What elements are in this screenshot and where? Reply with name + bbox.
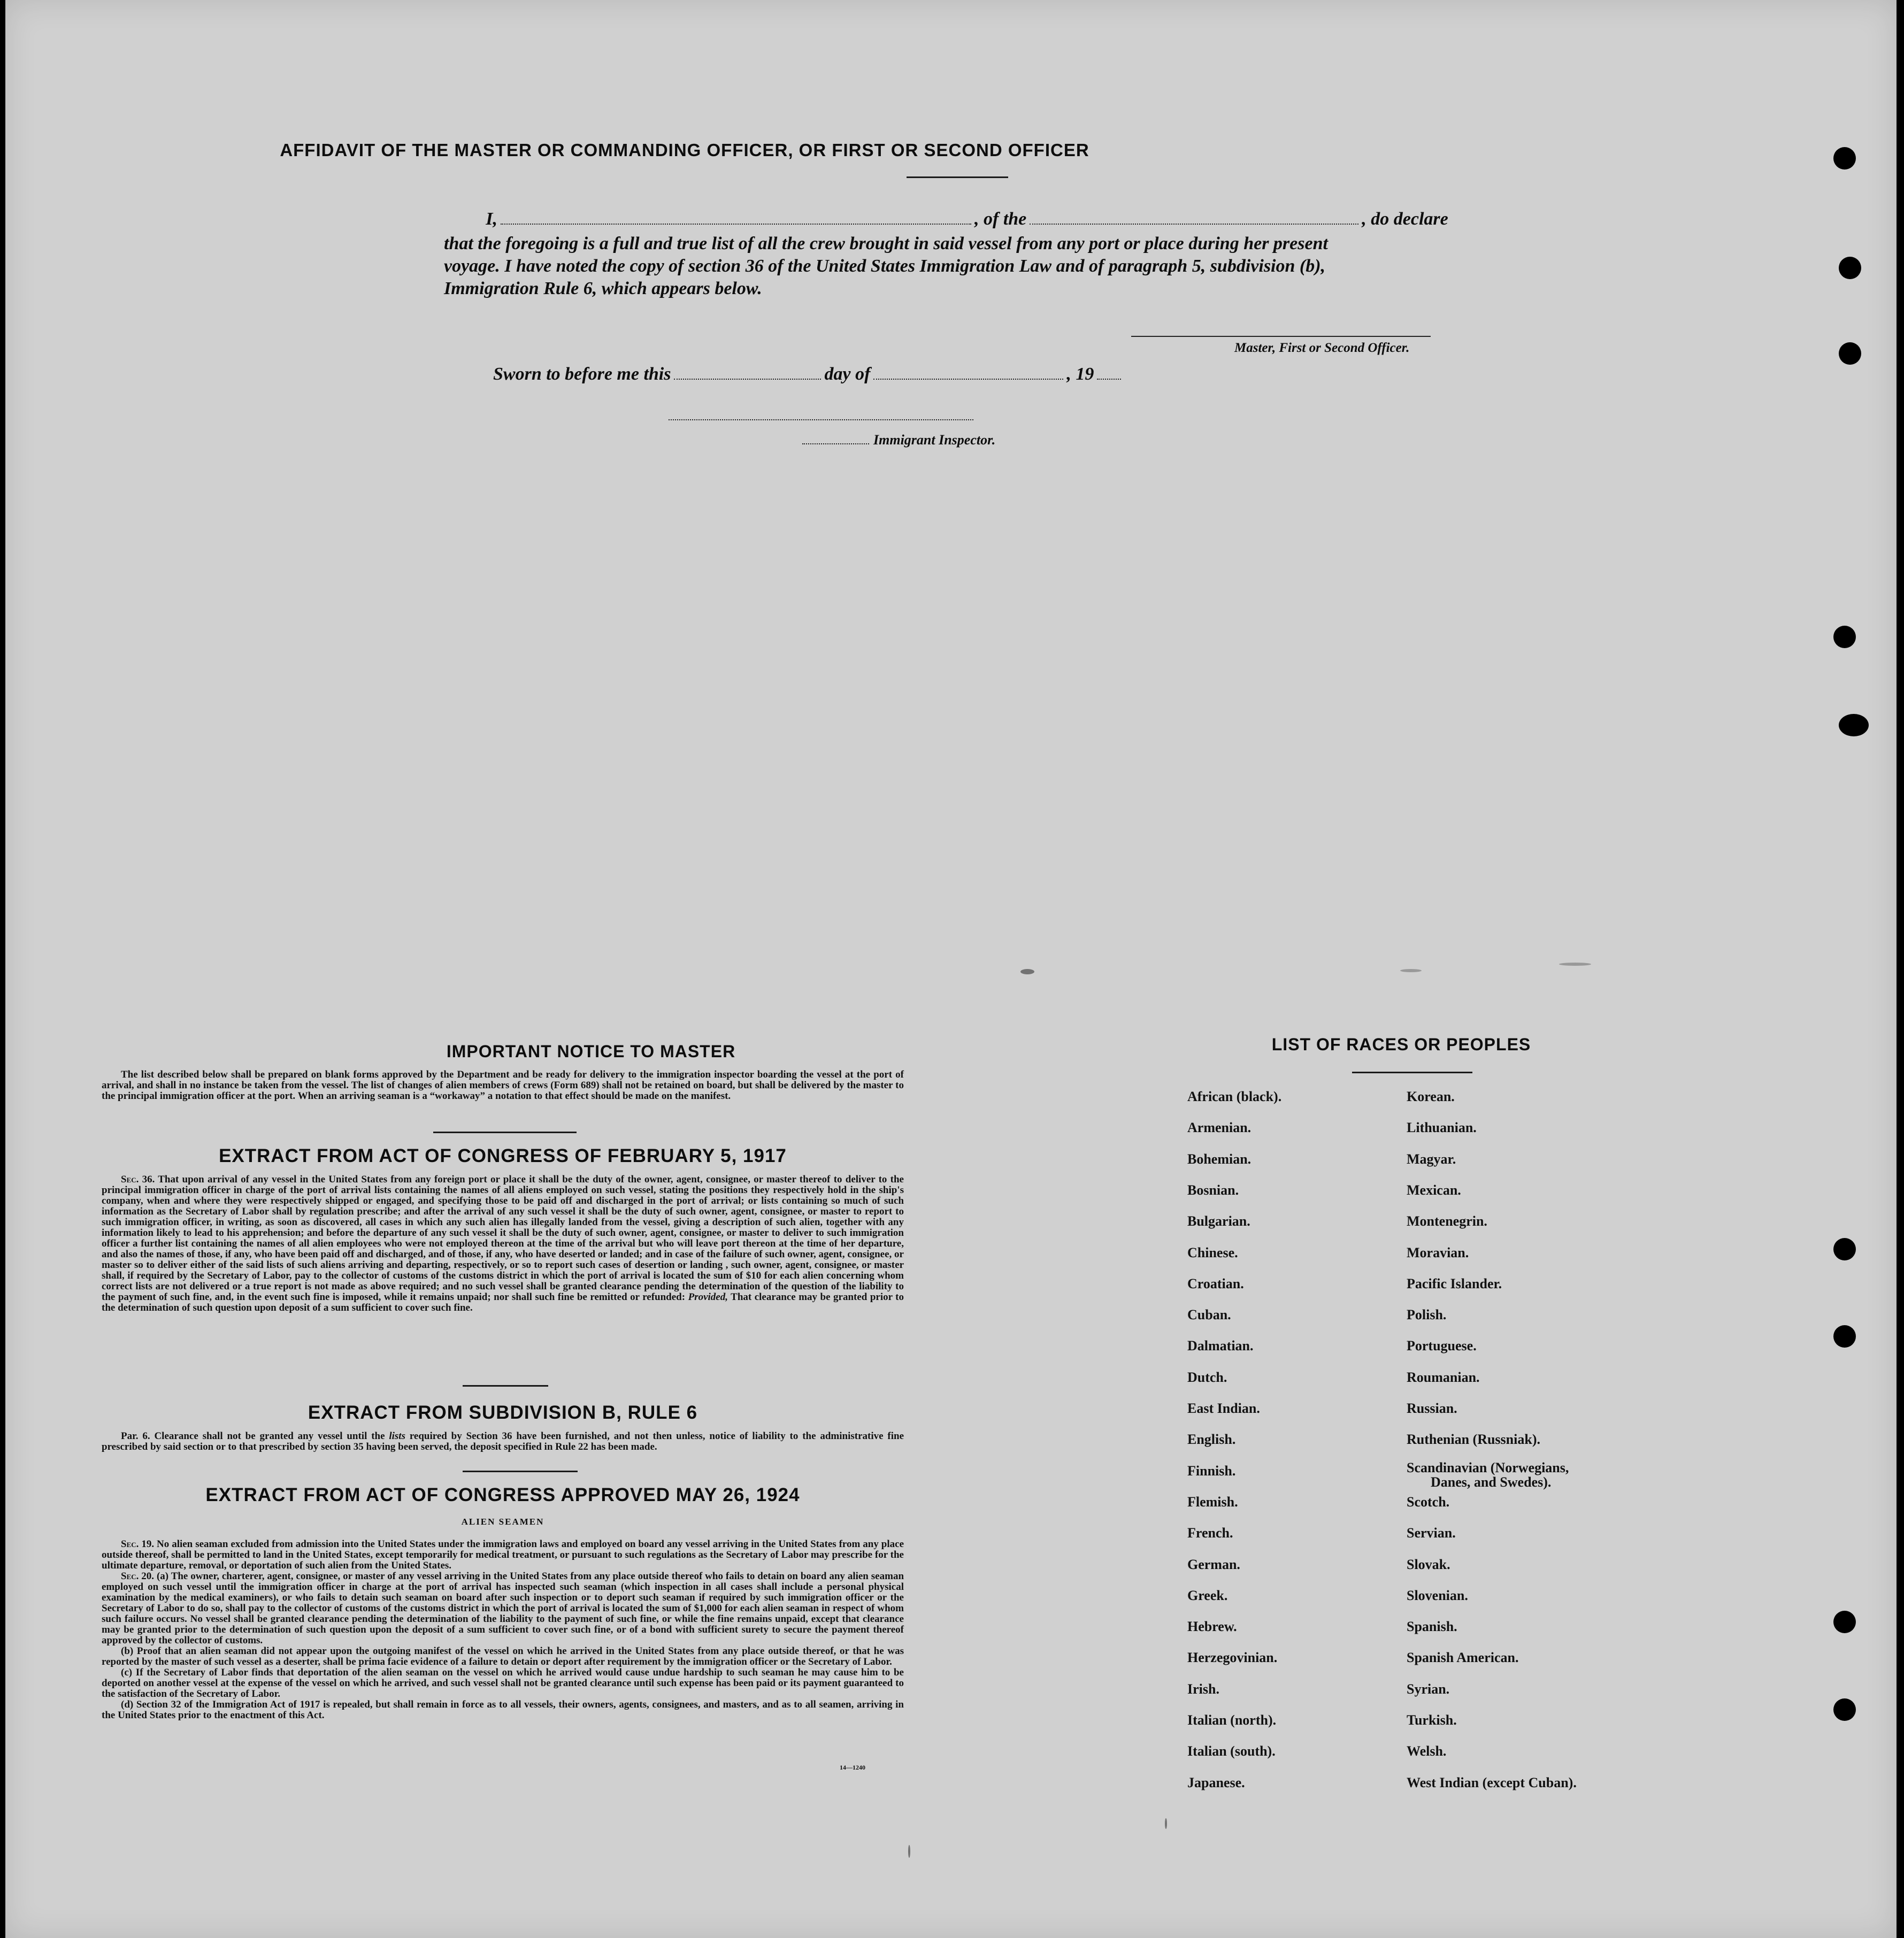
title-divider — [907, 176, 1008, 178]
race-item: Portuguese. — [1407, 1338, 1477, 1353]
document-page — [5, 0, 1897, 1938]
master-signature-label: Master, First or Second Officer. — [1234, 341, 1410, 355]
sec20c-text: (c) If the Secretary of Labor finds that deportation of the alien seaman on the vessel on which he arrived would cause undue hardship to such seaman he may cause him to be deported on another vessel at the expense of the vessel on which he arrived, and such vessel shall not be granted clearance until such expense has been paid or its payment guaranteed to the satisfaction of the Secretary of Labor. — [102, 1667, 904, 1699]
race-item: Korean. — [1407, 1089, 1455, 1104]
race-item: Japanese. — [1187, 1775, 1245, 1790]
affidavit-line-4: Immigration Rule 6, which appears below. — [444, 279, 762, 298]
scan-speck — [1165, 1818, 1167, 1829]
sec20a-text: (a) The owner, charterer, agent, consignee, or master of any vessel arriving in the United States from any place outside thereof who fails to detain on board any alien seaman employed on such vessel until the immigration officer in charge at the port of arrival has inspected such seaman (which inspection in all cases shall include a personal physical examination by the medical examiners), or who fails to detain such seaman on board after such inspection or to deport such seaman if required by such immigration officer or the Secretary of Labor to do so, shall pay to the collector of customs of the customs district in which the port of arrival is located the sum of $1,000 for each alien seaman in respect of whom such failure occurs. No vessel shall be granted clearance pending the determination of the liability to the payment of such fine, or while the fine remains unpaid, except that clearance may be granted prior to the determination of such question upon the deposit of a sum sufficient to cover such fine, or of a bond with sufficient surety to secure the payment thereof approved by the collector of customs. — [102, 1571, 904, 1646]
race-item: Lithuanian. — [1407, 1120, 1477, 1135]
binder-hole — [1833, 626, 1856, 648]
scan-speck — [1559, 963, 1591, 966]
race-item: Syrian. — [1407, 1681, 1450, 1697]
race-item: Croatian. — [1187, 1276, 1244, 1291]
scan-speck — [1020, 969, 1034, 974]
race-item: Bohemian. — [1187, 1151, 1252, 1167]
extract-rule6-divider — [463, 1471, 578, 1472]
race-item: Chinese. — [1187, 1245, 1238, 1260]
race-item: Moravian. — [1407, 1245, 1469, 1260]
sec20b-text: (b) Proof that an alien seaman did not appear upon the outgoing manifest of the vessel on which he arrived in the United States from any place outside thereof, or that he was reported by the master of such vessel as a deserter, shall be prima facie evidence of a failure to detain or deport after requirement by the immigration officer or the Secretary of Labor. — [102, 1645, 904, 1667]
notice-body-text: The list described below shall be prepared on blank forms approved by the Department and be ready for delivery to the immigration inspector boarding the vessel at the port of arrival, and shall in no instance be taken from the vessel. The list of changes of alien members of crews (Form 689) shall not be retained on board, but shall be delivered by the master to the principal immigration officer at the port. When an arriving seaman is a “workaway” a notation to that effect should be made on the manifest. — [102, 1069, 904, 1102]
extract-1924-body — [102, 1539, 904, 1721]
race-item: Armenian. — [1187, 1120, 1252, 1135]
extract-1917-title: EXTRACT FROM ACT OF CONGRESS OF FEBRUARY 5, 1917 — [219, 1145, 787, 1166]
race-item: Turkish. — [1407, 1712, 1457, 1728]
binder-hole — [1833, 147, 1856, 170]
race-item: Roumanian. — [1407, 1370, 1480, 1385]
race-item: Italian (south). — [1187, 1743, 1276, 1759]
race-item: Mexican. — [1407, 1182, 1461, 1198]
race-item: East Indian. — [1187, 1401, 1260, 1416]
binder-hole — [1833, 1611, 1856, 1633]
races-divider — [1352, 1072, 1472, 1073]
affidavit-title: AFFIDAVIT OF THE MASTER OR COMMANDING OFFICER, OR FIRST OR SECOND OFFICER — [280, 140, 1089, 160]
race-item: English. — [1187, 1432, 1236, 1447]
race-item: Scotch. — [1407, 1494, 1450, 1510]
affidavit-do-declare: , do declare — [1362, 209, 1448, 229]
race-item: Bulgarian. — [1187, 1213, 1250, 1229]
race-item: Dalmatian. — [1187, 1338, 1254, 1353]
sec20d-text: (d) Section 32 of the Immigration Act of 1917 is repealed, but shall remain in force as to all vessels, their owners, agents, consignees, and masters, and as to all seamen, arriving in the United States prior to the enactment of this Act. — [102, 1699, 904, 1721]
inspector-label-text: Immigrant Inspector. — [873, 432, 996, 448]
race-item: Slovenian. — [1407, 1588, 1468, 1603]
race-item: Herzegovinian. — [1187, 1650, 1278, 1665]
sec20-label: Sec. 20. — [121, 1571, 155, 1582]
race-item: Ruthenian (Russniak). — [1407, 1432, 1540, 1447]
affidavit-line-3: voyage. I have noted the copy of section 36 of the United States Immigration Law and of paragraph 5, subdivision (b), — [444, 256, 1326, 276]
race-item: Hebrew. — [1187, 1619, 1237, 1634]
rule6-text-b: required by Section 36 have been furnished, and not then unless, notice of liability to the administrative fine prescribed by said section or to that prescribed by section 35 having been served, the deposit specified in Rule 22 has been made. — [102, 1431, 904, 1452]
race-continuation: Danes, and Swedes). — [1431, 1474, 1552, 1490]
year-blank — [1097, 378, 1121, 380]
binder-hole — [1839, 257, 1861, 279]
sworn-day-of: day of — [824, 364, 871, 384]
inspector-label — [802, 432, 995, 448]
race-item: Bosnian. — [1187, 1182, 1239, 1198]
races-title: LIST OF RACES OR PEOPLES — [1271, 1035, 1531, 1054]
notice-body — [102, 1070, 904, 1102]
extract-1917-divider — [463, 1385, 548, 1387]
rule6-text-a: Par. 6. Clearance shall not be granted any vessel until the — [121, 1431, 385, 1442]
race-item: Greek. — [1187, 1588, 1228, 1603]
race-item: Finnish. — [1187, 1463, 1236, 1479]
sworn-year: , 19 — [1066, 364, 1094, 384]
binder-hole — [1833, 1698, 1856, 1721]
binder-hole — [1839, 714, 1869, 736]
race-item: Irish. — [1187, 1681, 1219, 1697]
race-item: Slovak. — [1407, 1557, 1450, 1572]
race-item: Spanish American. — [1407, 1650, 1519, 1665]
sworn-line — [493, 363, 1124, 386]
binder-hole — [1839, 342, 1861, 365]
sec19-label: Sec. 19. — [121, 1539, 155, 1550]
race-item: French. — [1187, 1525, 1233, 1541]
extract-1917-body — [102, 1174, 904, 1313]
race-item: Montenegrin. — [1407, 1213, 1487, 1229]
form-number: 14—1240 — [840, 1764, 865, 1771]
binder-hole — [1833, 1325, 1856, 1348]
scan-speck — [908, 1845, 910, 1858]
race-item: Dutch. — [1187, 1370, 1227, 1385]
notice-divider — [433, 1132, 577, 1133]
proviso-italic: Provided, — [688, 1291, 728, 1303]
master-signature-line — [1131, 336, 1431, 337]
race-item: Magyar. — [1407, 1151, 1456, 1167]
extract-1924-title: EXTRACT FROM ACT OF CONGRESS APPROVED MAY 26, 1924 — [205, 1485, 800, 1505]
race-item: Italian (north). — [1187, 1712, 1277, 1728]
inspector-blank — [802, 442, 869, 444]
affidavit-line-2: that the foregoing is a full and true list of all the crew brought in said vessel from any port or place during her present — [444, 234, 1328, 253]
race-item: Polish. — [1407, 1307, 1447, 1322]
affidavit-i: I, — [486, 209, 497, 229]
race-item: Servian. — [1407, 1525, 1456, 1541]
sec19-text: No alien seaman excluded from admission into the United States under the immigration laws and employed on board any vessel arriving in the United States from any place outside thereof, shall be permitted to land in the United States, except temporarily for medical treatment, or pursuant to such regulations as the Secretary of Labor may prescribe for the ultimate departure, removal, or deportation of such alien from the United States. — [102, 1539, 904, 1571]
race-item: Flemish. — [1187, 1494, 1238, 1510]
race-item: Cuban. — [1187, 1307, 1231, 1322]
race-item: German. — [1187, 1557, 1240, 1572]
race-item: West Indian (except Cuban). — [1407, 1775, 1577, 1790]
day-blank — [674, 378, 821, 380]
vessel-blank — [1030, 222, 1358, 225]
sworn-prefix: Sworn to before me this — [493, 364, 671, 384]
sec36-text: That upon arrival of any vessel in the United States from any foreign port or place it shall be the duty of the owner, agent, consignee, or master thereof to deliver to the principal immigration officer in charge of the port of arrival lists containing the names of all aliens employed on such vessel, stating the positions they respectively hold in the ship's company, when and where they were respectively shipped or engaged, and specifying those to be paid off and discharged in the port of arrival; or lists containing so much of such information as the Secretary of Labor shall by regulation prescribe; and after the arrival of any such vessel it shall be the duty of such owner, agent, consignee, or master to report to such immigration officer, in writing, as soon as discovered, all cases in which any such alien has illegally landed from the vessel, giving a description of such alien, together with any information likely to lead to his apprehension; and before the departure of any such vessel it shall be the duty of such owner, agent, consignee, or master to deliver to such immigration officer a further list containing the names of all alien employees who were not employed thereon at the time of the arrival but who will leave port thereon at the time of her departure, and also the names of those, if any, who have been paid off and discharged, and of those, if any, who have deserted or landed; and in case of the failure of such owner, agent, consignee, or master so to deliver either of the said lists of such aliens arriving and departing, respectively, or so to report such cases of desertion or landing , such owner, agent, consignee, or master shall, if required by the Secretary of Labor, pay to the collector of customs of the customs district in which the port of arrival is located the sum of $10 for each alien concerning whom correct lists are not delivered or a true report is not made as above required; and no such vessel shall be granted clearance pending the determination of the question of the liability to the payment of such fine, and, in the event such fine is imposed, while it remains unpaid; nor shall such fine be remitted or refunded: — [102, 1174, 904, 1303]
affidavit-of-the: , of the — [974, 209, 1027, 229]
race-item: Russian. — [1407, 1401, 1457, 1416]
proviso-text: That clearance may be granted prior to the determination of such question upon deposit of a sum sufficient to cover such fine. — [102, 1291, 904, 1313]
rule6-lists-italic: lists — [389, 1431, 405, 1442]
name-blank — [501, 222, 971, 225]
notice-title: IMPORTANT NOTICE TO MASTER — [446, 1042, 736, 1061]
inspector-signature-line — [669, 419, 973, 420]
affidavit-line-1 — [444, 207, 1487, 230]
alien-seamen-subtitle: ALIEN SEAMEN — [461, 1517, 544, 1527]
race-item: Welsh. — [1407, 1743, 1447, 1759]
race-item: Spanish. — [1407, 1619, 1457, 1634]
scan-speck — [1400, 969, 1422, 972]
month-blank — [873, 378, 1063, 380]
binder-hole — [1833, 1238, 1856, 1260]
race-item: African (black). — [1187, 1089, 1282, 1104]
race-item: Scandinavian (Norwegians, — [1407, 1460, 1569, 1475]
race-item: Pacific Islander. — [1407, 1276, 1502, 1291]
extract-rule6-body — [102, 1431, 904, 1452]
extract-rule6-title: EXTRACT FROM SUBDIVISION B, RULE 6 — [308, 1402, 698, 1423]
sec36-label: Sec. 36. — [121, 1174, 155, 1185]
